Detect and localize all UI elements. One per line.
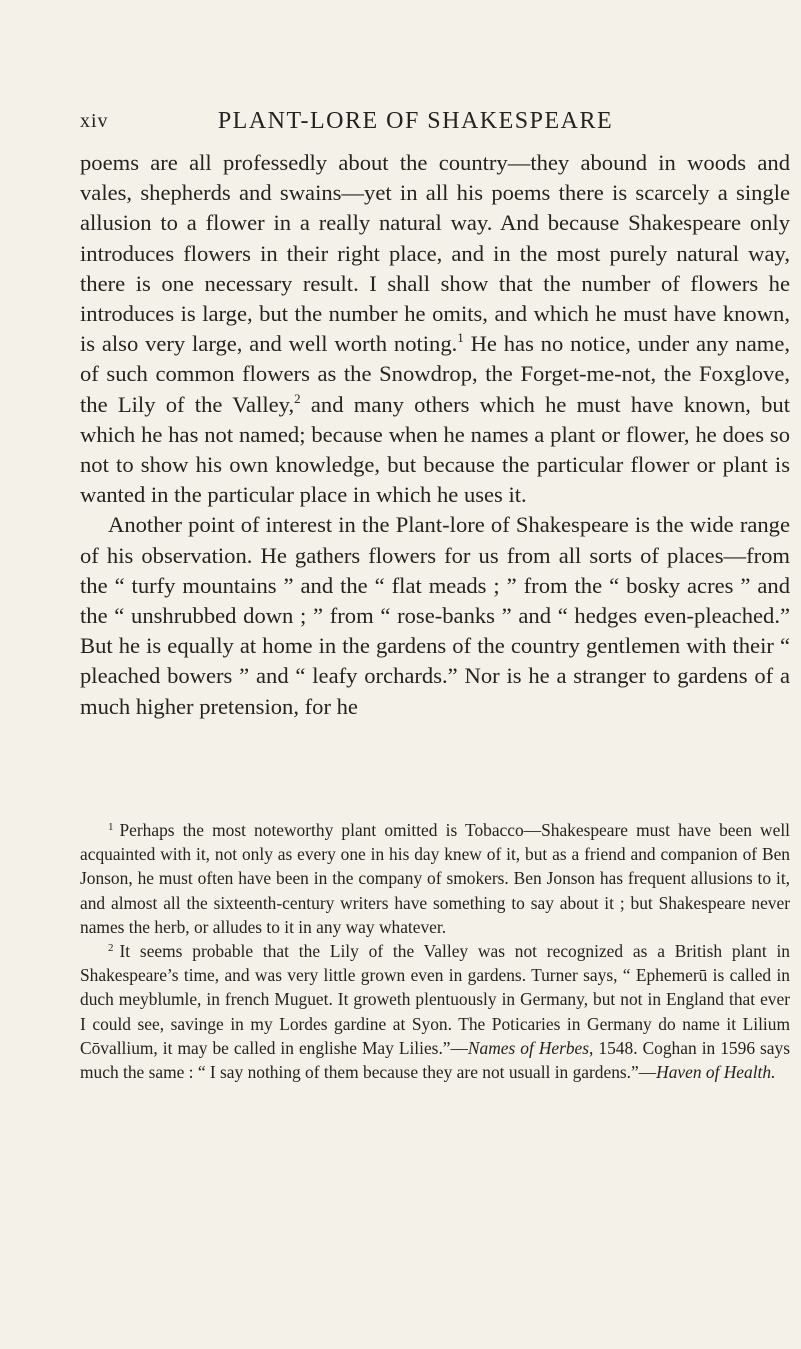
- paragraph-1: [80, 148, 790, 510]
- footnote-2: [80, 939, 790, 1084]
- footnotes: [80, 818, 790, 1084]
- footnote-2-text-b: , 1548. Coghan in 1596 says much the same : “ I say nothing of them because they are not usuall in gardens.”—: [80, 1037, 790, 1083]
- footnote-2-number: 2: [108, 942, 114, 955]
- page-number: xiv: [80, 110, 109, 132]
- page-header: [0, 108, 801, 138]
- footnote-ref-1: 1: [457, 330, 464, 346]
- footnote-ref-2: 2: [294, 390, 301, 406]
- paragraph-1-part-c: and many others which he must have known, but which he has not named; because when he names a plant or flower, he does so not to show his own knowledge, but because the particular flower or plant is wanted in the particular place in which he uses it.: [80, 391, 790, 508]
- footnote-1-text: Perhaps the most noteworthy plant omitted is Tobacco—Shakespeare must have been well acquainted with it, not only as every one in his day knew of it, but as a friend and companion of Ben Jonson, he must often have been in the company of smokers. Ben Jonson has frequent allusions to it, and almost all the sixteenth-century writers have something to say about it ; but Shakespeare never names the herb, or alludes to it in any way whatever.: [80, 820, 790, 937]
- citation-haven-of-health: Haven of Health.: [656, 1062, 776, 1083]
- main-text: [80, 148, 790, 722]
- footnote-2-text-a: It seems probable that the Lily of the Valley was not recognized as a British plant in Shakespeare’s time, and was very little grown even in gardens. Turner says, “ Ephemerū is called in duch meyblumle, in french Muguet. It groweth plentuously in Germany, but not in England that ever I could see, savinge in my Lordes gardine at Syon. The Poticaries in Germany do name it Lilium Cōvallium, it may be called in englishe May Lilies.”—: [80, 941, 790, 1058]
- paragraph-2: Another point of interest in the Plant-lore of Shakespeare is the wide range of his observation. He gathers flowers for us from all sorts of places—from the “ turfy mountains ” and the “ flat meads ; ” from the “ bosky acres ” and the “ unshrubbed down ; ” from “ rose-banks ” and “ hedges even-pleached.” But he is equally at home in the gardens of the country gentlemen with their “ pleached bowers ” and “ leafy orchards.” Nor is he a stranger to gardens of a much higher pretension, for he: [80, 512, 790, 719]
- paragraph-1-part-b: He has no notice, under any name, of such common flowers as the Snowdrop, the Forget-me-not, the Foxglove, the Lily of the Valley,: [80, 331, 791, 417]
- paragraph-1-part-a: poems are all professedly about the country—they abound in woods and vales, shepherds and swains—yet in all his poems there is scarcely a single allusion to a flower in a really natural way. And because Shakespeare only introduces flowers in their right place, and in the most purely natural way, there is one necessary result. I shall show that the number of flowers he introduces is large, but the number he omits, and which he must have known, is also very large, and well worth noting.: [80, 150, 790, 357]
- footnote-1-number: 1: [108, 821, 114, 833]
- running-title: PLANT-LORE OF SHAKESPEARE: [217, 108, 614, 134]
- footnote-1: [80, 818, 790, 939]
- citation-names-of-herbes: Names of Herbes: [467, 1037, 590, 1058]
